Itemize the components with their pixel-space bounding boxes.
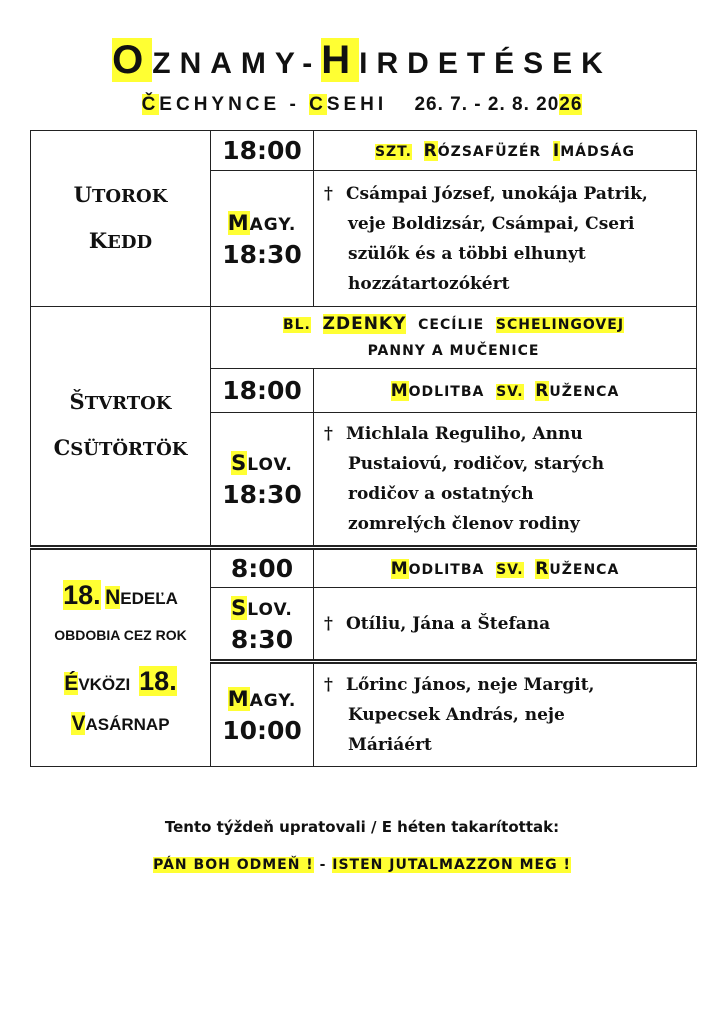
mass-intention (314, 413, 697, 548)
day-name-hu: CSÜTÖRTÖK (53, 435, 188, 460)
schedule-table (30, 130, 697, 767)
mass-time: 18:30 (222, 239, 302, 269)
intention-line: Pustaiovú, rodičov, starých (348, 454, 605, 474)
subtitle-initial-c2: C (309, 94, 327, 115)
day-name-sk: ŠTVRTOK (69, 389, 172, 414)
date-range-main: 26. 7. - 2. 8. 20 (414, 94, 560, 115)
intention-line: † Michlala Reguliho, Annu (324, 419, 688, 449)
cross-icon: † (324, 424, 333, 444)
mass-language: SLOV. (231, 451, 293, 475)
intention-line: hozzátartozókért (348, 273, 510, 294)
mass-time: 8:00 (211, 548, 314, 588)
thursday-row-feast (31, 307, 697, 369)
subtitle-initial-c1: Č (141, 94, 160, 115)
subtitle-part-2: SEHI (326, 94, 388, 115)
intention-line: Kupecsek András, neje (348, 705, 565, 725)
thanks-line (0, 857, 724, 873)
mass-language: SLOV. (231, 595, 293, 620)
page-subtitle (0, 94, 724, 116)
mass-time-block (211, 662, 314, 767)
intention-line: zomrelých členov rodiny (348, 514, 580, 534)
mass-time: 18:00 (211, 131, 314, 171)
title-part-2: IRDETÉSEK (359, 47, 612, 80)
intention-line: Máriáért (348, 735, 432, 755)
mass-language: MAGY. (227, 210, 297, 235)
mass-intention (314, 588, 697, 662)
page-title (0, 38, 724, 83)
intention-line: szülők és a többi elhunyt (348, 243, 586, 264)
mass-time: 8:30 (230, 624, 294, 654)
intention-line: † Csámpai József, unokája Patrik, (324, 179, 688, 209)
mass-time-block (211, 171, 314, 307)
day-thursday (31, 307, 211, 548)
sunday-period: OBDOBIA CEZ ROK (54, 627, 187, 643)
title-initial-h: H (321, 38, 360, 82)
sunday-row-rosary (31, 548, 697, 588)
day-name-hu: KEDD (88, 227, 153, 253)
thanks-separator: - (319, 857, 327, 873)
thanks-hu: ISTEN JUTALMAZZON MEG ! (332, 857, 571, 873)
day-tuesday (31, 131, 211, 307)
feast-title: BL. ZDENKY CECÍLIE SCHELINGOVEJ PANNY A MUČENICE (211, 307, 697, 369)
mass-time: 10:00 (222, 716, 302, 745)
sunday-name-sk: 18. NEDEĽA (63, 580, 178, 610)
sunday-day-hu: VASÁRNAP (71, 712, 170, 735)
title-part-1: ZNAMY- (152, 47, 322, 80)
intention-line: veje Boldizsár, Csámpai, Cseri (348, 213, 635, 234)
day-sunday (31, 548, 211, 767)
date-range (414, 94, 582, 115)
mass-time-block (211, 413, 314, 548)
event-rosary-sk: MODLITBA SV. RUŽENCA (314, 369, 697, 413)
mass-time: 18:00 (211, 369, 314, 413)
event-rosary-sk: MODLITBA SV. RUŽENCA (314, 548, 697, 588)
intention-line: † Otíliu, Jána a Štefana (324, 609, 688, 639)
cross-icon: † (324, 183, 333, 204)
mass-intention (314, 662, 697, 767)
intention-line: † Lőrinc János, neje Margit, (324, 670, 688, 700)
day-name-sk: UTOROK (73, 181, 168, 207)
thanks-sk: PÁN BOH ODMEŇ ! (153, 857, 314, 873)
event-rosary-hu: SZT. RÓZSAFÜZÉR IMÁDSÁG (314, 131, 697, 171)
mass-intention (314, 171, 697, 307)
cross-icon: † (324, 675, 333, 695)
sunday-name-hu: ÉVKÖZI 18. (64, 666, 177, 696)
tuesday-row-rosary (31, 131, 697, 171)
mass-time: 18:30 (222, 480, 302, 509)
title-initial-o: O (112, 38, 153, 82)
mass-language: MAGY. (227, 687, 297, 711)
cross-icon: † (324, 613, 333, 634)
mass-time-block (211, 588, 314, 662)
intention-line: rodičov a ostatných (348, 484, 534, 504)
subtitle-part-1: ECHYNCE - (159, 94, 310, 115)
date-range-year-end: 26 (559, 94, 583, 115)
cleaning-note: Tento týždeň upratovali / E héten takarítottak: (164, 818, 560, 836)
